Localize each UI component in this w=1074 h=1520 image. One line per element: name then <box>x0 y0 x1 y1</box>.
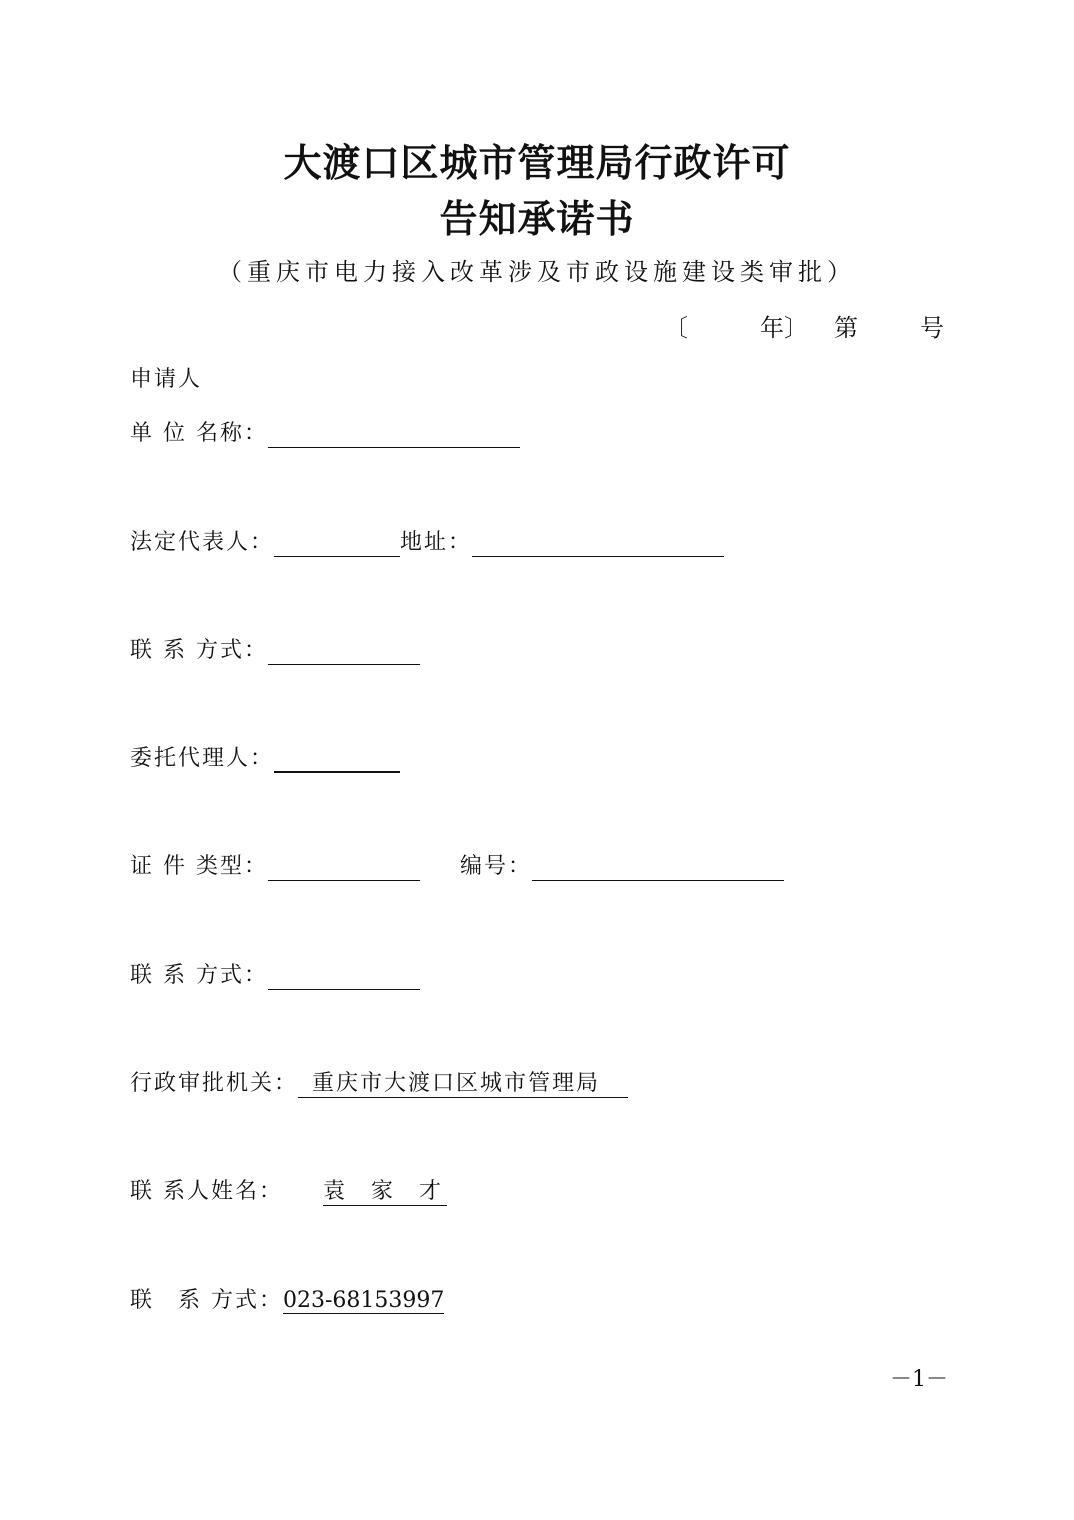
applicant-heading: 申请人 <box>130 367 203 392</box>
doc-number-year: 年〕 <box>760 314 808 342</box>
doc-number-open: 〔 <box>664 314 688 342</box>
agent-contact-blank[interactable] <box>268 967 420 990</box>
unit-name-label: 单 位 名称： <box>130 421 268 446</box>
unit-name-row <box>130 420 520 448</box>
authority-row <box>130 1070 628 1098</box>
contact-name-row <box>130 1178 447 1206</box>
address-blank[interactable] <box>472 534 724 557</box>
agent-contact-label: 联 系 方式： <box>130 963 268 988</box>
contact-phone-row <box>130 1287 444 1315</box>
title-line-1: 大渡口区城市管理局行政许可 <box>283 140 791 185</box>
authority-value: 重庆市大渡口区城市管理局 <box>298 1071 628 1098</box>
page-number: －1－ <box>890 1367 948 1392</box>
agent-blank[interactable] <box>274 749 400 773</box>
id-row <box>130 853 784 881</box>
legal-rep-row <box>130 529 724 557</box>
contact-row <box>130 637 420 665</box>
title-line-2: 告知承诺书 <box>439 196 635 241</box>
legal-rep-label: 法定代表人： <box>130 530 275 555</box>
agent-label: 委托代理人： <box>130 746 275 771</box>
contact-label: 联 系 方式： <box>130 638 268 663</box>
agent-row <box>130 745 400 773</box>
subtitle: （重庆市电力接入改革涉及市政设施建设类审批） <box>218 258 856 286</box>
contact-phone-value: 023-68153997 <box>283 1288 445 1313</box>
id-type-blank[interactable] <box>268 858 420 881</box>
legal-rep-blank[interactable] <box>274 534 400 557</box>
contact-name-label: 联 系人姓名： <box>130 1179 283 1204</box>
contact-name-value: 袁 家 才 <box>323 1179 447 1206</box>
doc-number-di: 第 <box>834 314 858 342</box>
agent-contact-row <box>130 962 420 990</box>
address-label: 地址： <box>400 530 473 555</box>
id-number-blank[interactable] <box>532 858 784 881</box>
contact-phone-label: 联 系 方式： <box>130 1288 283 1313</box>
id-type-label: 证 件 类型： <box>130 854 268 879</box>
doc-number-hao: 号 <box>920 314 944 342</box>
contact-blank[interactable] <box>268 642 420 665</box>
id-number-label: 编号： <box>460 854 533 879</box>
unit-name-blank[interactable] <box>268 425 520 448</box>
authority-label: 行政审批机关： <box>130 1071 299 1096</box>
